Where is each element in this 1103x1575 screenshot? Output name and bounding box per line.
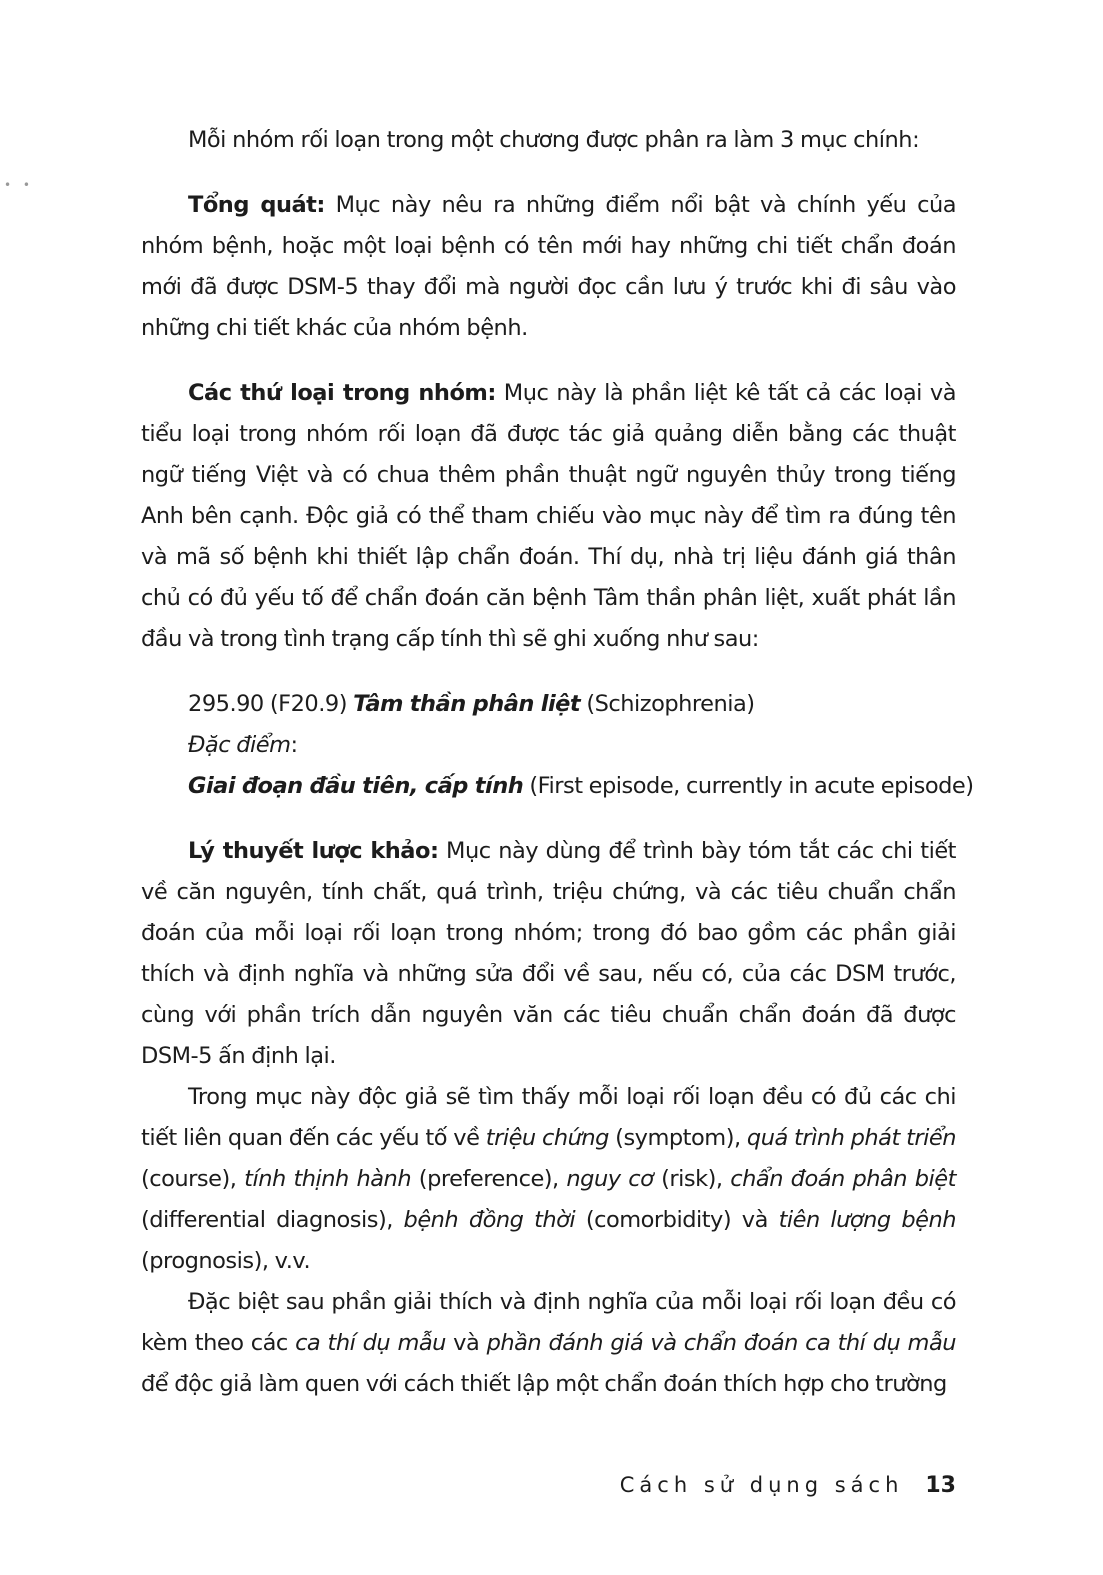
case-term-assessment: phần đánh giá và chẩn đoán ca thí dụ mẫu [486, 1330, 956, 1356]
case-text-2: và [445, 1330, 487, 1356]
details-text-6: (differential diagnosis), [141, 1207, 404, 1233]
example-feature-label: Đặc điểm [188, 732, 291, 758]
details-term-course: quá trình phát triển [746, 1125, 956, 1151]
running-title: Cách sử dụng sách [619, 1473, 904, 1497]
section-overview-text: Mục này nêu ra những điểm nổi bật và chính yếu của nhóm bệnh, hoặc một loại bệnh có tên mới hay những chi tiết chẩn đoán mới đã được DSM-5 thay đổi mà người đọc cần lưu ý trước khi đi sâu vào những chi tiết khác của nhóm bệnh. [141, 192, 957, 341]
example-name-vi: Tâm thần phân liệt [353, 691, 581, 717]
section-theory-paragraph [141, 831, 956, 1077]
page-footer [620, 1470, 956, 1501]
diagnosis-example [141, 684, 974, 807]
details-text-5: (risk), [653, 1166, 731, 1192]
case-term-sample: ca thí dụ mẫu [295, 1330, 446, 1356]
example-episode-en: (First episode, currently in acute episode) [523, 773, 974, 799]
details-term-comorbidity: bệnh đồng thời [403, 1207, 576, 1233]
details-term-symptom: triệu chứng [485, 1125, 609, 1151]
case-text-1: Đặc biệt sau phần giải thích và định nghĩa của mỗi loại rối loạn đều có kèm theo các [141, 1289, 956, 1356]
page-body [141, 120, 974, 1405]
section-types-text: Mục này là phần liệt kê tất cả các loại và tiểu loại trong nhóm rối loạn đã được tác giả quảng diễn bằng các thuật ngữ tiếng Việt và có chua thêm phần thuật ngữ nguyên thủy trong tiếng Anh bên cạnh. Độc giả có thể tham chiếu vào mục này để tìm ra đúng tên và mã số bệnh khi thiết lập chẩn đoán. Thí dụ, nhà trị liệu đánh giá thân chủ có đủ yếu tố để chẩn đoán căn bệnh Tâm thần phân liệt, xuất phát lần đầu và trong tình trạng cấp tính thì sẽ ghi xuống như sau: [141, 380, 956, 652]
details-text-1: Trong mục này độc giả sẽ tìm thấy mỗi loại rối loạn đều có đủ các chi tiết liên quan đến các yếu tố về [141, 1084, 956, 1151]
section-types-heading: Các thứ loại trong nhóm: [188, 380, 496, 406]
section-theory-heading: Lý thuyết lược khảo: [188, 838, 439, 864]
example-code-line [141, 684, 956, 725]
page-edge-marks: • • [4, 178, 34, 192]
example-episode-line [141, 766, 974, 807]
details-paragraph [141, 1077, 956, 1282]
intro-paragraph: Mỗi nhóm rối loạn trong một chương được phân ra làm 3 mục chính: [188, 127, 920, 153]
details-term-differential: chẩn đoán phân biệt [730, 1166, 956, 1192]
page-number: 13 [925, 1473, 956, 1498]
section-overview-paragraph [141, 185, 956, 349]
case-text-3: để độc giả làm quen với cách thiết lập một chẩn đoán thích hợp cho trường [141, 1371, 947, 1397]
details-text-4: (preference), [411, 1166, 567, 1192]
example-code: 295.90 (F20.9) [188, 691, 354, 717]
section-overview-heading: Tổng quát: [188, 192, 325, 218]
details-term-prognosis: tiên lượng bệnh [778, 1207, 957, 1233]
section-types-paragraph [141, 373, 956, 660]
details-text-7: (comorbidity) và [575, 1207, 779, 1233]
details-text-2: (symptom), [608, 1125, 747, 1151]
details-term-risk: nguy cơ [566, 1166, 654, 1192]
example-name-en: (Schizophrenia) [580, 691, 755, 717]
case-examples-paragraph [141, 1282, 956, 1405]
example-episode-vi: Giai đoạn đầu tiên, cấp tính [188, 773, 524, 799]
details-text-8: (prognosis), v.v. [141, 1248, 311, 1274]
details-text-3: (course), [141, 1166, 245, 1192]
example-feature-line [141, 725, 956, 766]
section-theory-text: Mục này dùng để trình bày tóm tắt các chi tiết về căn nguyên, tính chất, quá trình, triệu chứng, và các tiêu chuẩn chẩn đoán của mỗi loại rối loạn trong nhóm; trong đó bao gồm các phần giải thích và định nghĩa và những sửa đổi về sau, nếu có, của các DSM trước, cùng với phần trích dẫn nguyên văn các tiêu chuẩn chẩn đoán đã được DSM-5 ấn định lại. [141, 838, 956, 1069]
details-term-preference: tính thịnh hành [244, 1166, 412, 1192]
example-feature-colon: : [290, 732, 298, 758]
